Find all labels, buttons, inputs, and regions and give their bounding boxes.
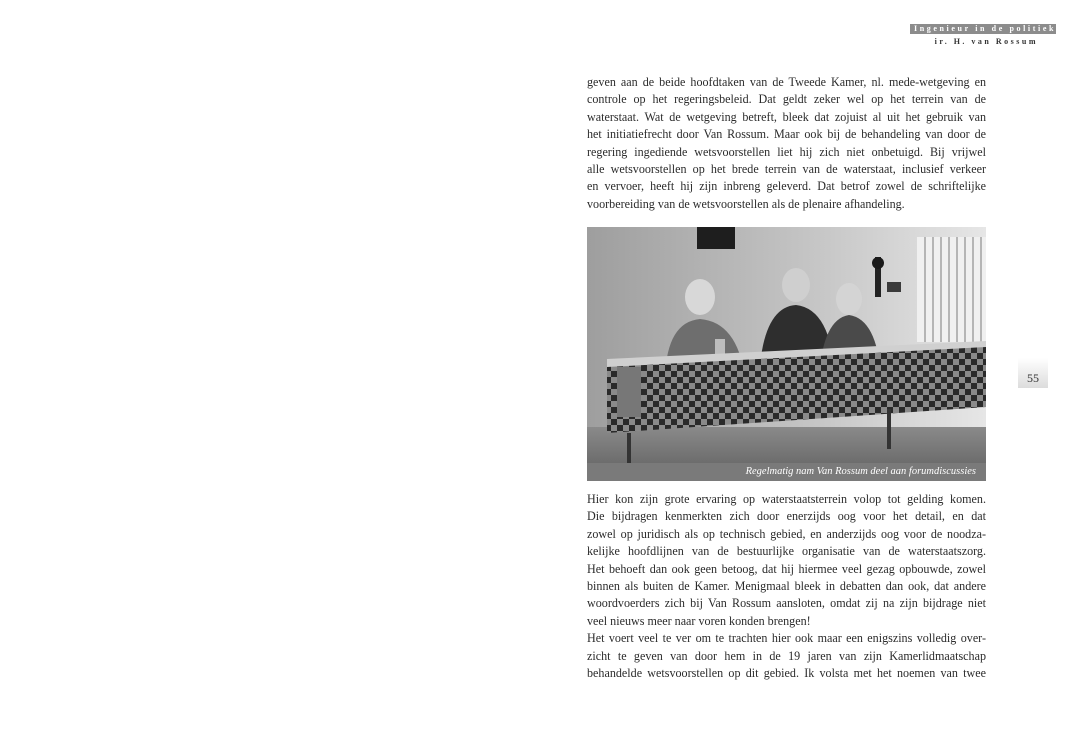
text-line: waterstaat. Wat de wetgeving betreft, bleek dat zojuist al uit het gebruik van [587,109,986,124]
text-line: veel nieuws meer naar voren konden brengen! [587,613,811,628]
photo-caption: Regelmatig nam Van Rossum deel aan forumdiscussies [745,466,976,477]
text-line: binnen als buiten de Kamer. Menigmaal bleek in debatten dan ook, dat andere [587,578,986,593]
page-number-tab [1018,358,1048,388]
text-line: het initiatiefrecht door Van Rossum. Maar ook bij de behandeling van door de [587,127,986,142]
body-text-bottom [587,491,986,682]
text-line: en vervoer, heeft hij zijn inbreng geleverd. Dat betrof zowel de schriftelijke [587,179,986,194]
text-line: zicht te geven van door hem in de 19 jaren van zijn Kamerlidmaatschap [587,648,986,663]
running-header-author: ir. H. van Rossum [934,37,1038,46]
text-line: Die bijdragen kenmerkten zich door enerzijds oog voor het detail, en dat [587,509,986,524]
text-line: geven aan de beide hoofdtaken van de Tweede Kamer, nl. mede-wetgeving en [587,75,986,89]
text-line: behandelde wetsvoorstellen op dit gebied. Ik volsta met het noemen van twee [587,665,986,680]
text-line: Hier kon zijn grote ervaring op waterstaatsterrein volop tot gelding komen. [587,492,986,506]
text-line: woordvoerders zich bij Van Rossum aansloten, omdat zij na zijn bijdrage niet [587,596,986,611]
text-line: kelijke hoofdlijnen van de bestuurlijke organisatie van de waterstaatszorg. [587,544,986,559]
running-header-title: Ingenieur in de politiek [910,24,1056,34]
photo-forum-discussion [587,227,986,481]
text-line: controle op het regeringsbeleid. Dat geldt zeker wel op het terrein van de [587,92,986,107]
text-line: alle wetsvoorstellen op het brede terrein van de waterstaat, inclusief verkeer [587,161,986,176]
page-number: 55 [1027,371,1039,385]
body-text-top [587,74,986,213]
photo-image [587,227,986,481]
text-line: voorbereiding van de wetsvoorstellen als de plenaire afhandeling. [587,196,905,211]
photo-caption-bar [587,463,986,481]
text-line: zowel op juridisch als op technisch gebied, en anderzijds oog voor de noodza- [587,526,986,541]
text-line: Het voert veel te ver om te trachten hier ook maar een enigszins volledig over- [587,631,986,646]
text-line: regering ingediende wetsvoorstellen liet hij zich niet onbetuigd. Bij vrijwel [587,144,986,159]
text-line: Het behoeft dan ook geen betoog, dat hij hiermee veel gezag opbouwde, zowel [587,561,986,576]
running-header [910,24,1056,47]
